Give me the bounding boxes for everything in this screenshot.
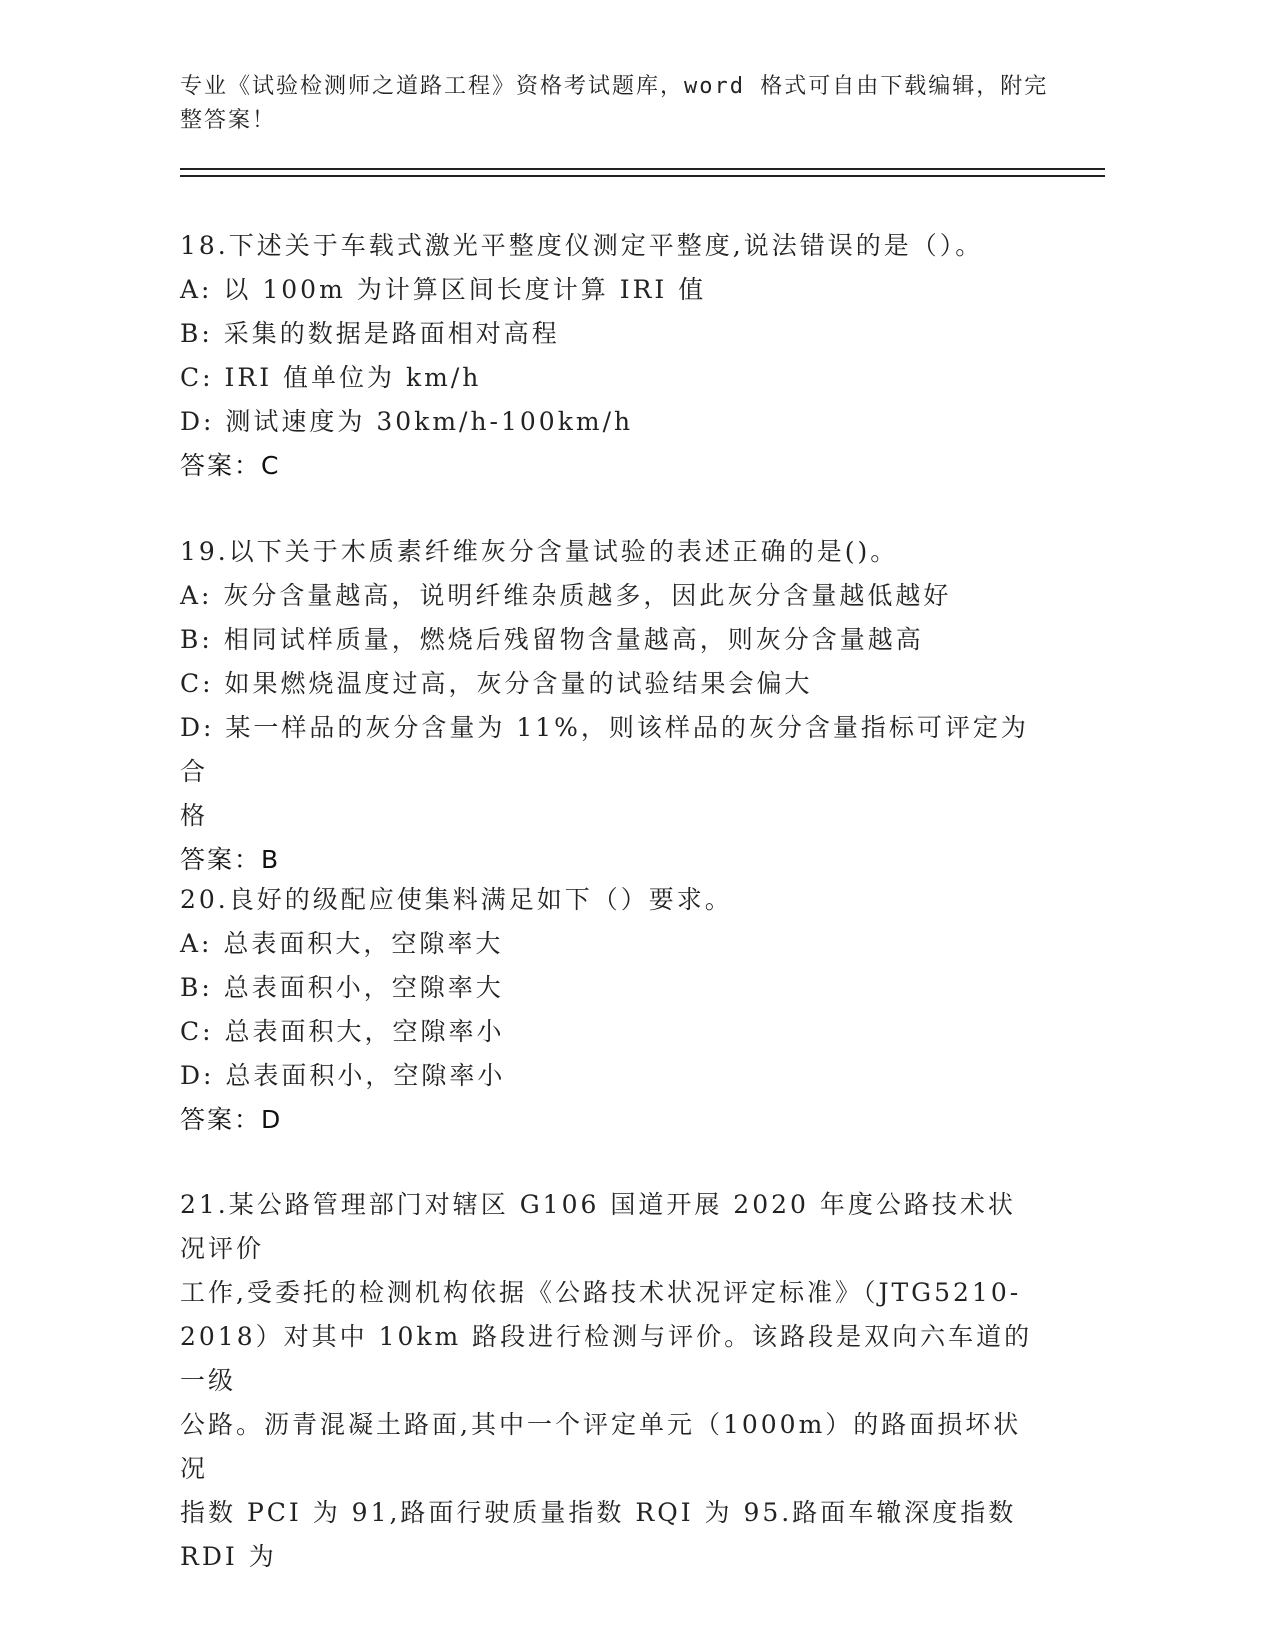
option-c: C: 如果燃烧温度过高，灰分含量的试验结果会偏大: [180, 669, 813, 698]
question-19: [180, 530, 1040, 882]
header-rule-top: [180, 168, 1105, 170]
option-c: C: IRI 值单位为 km/h: [180, 363, 482, 392]
question-21: [180, 1183, 1040, 1579]
header-line-2: 整答案！: [180, 108, 277, 133]
option-d: D: 测试速度为 30km/h-100km/h: [180, 407, 634, 436]
option-d-continued: 格: [180, 801, 209, 830]
question-stem: 20.良好的级配应使集料满足如下（）要求。: [180, 885, 733, 914]
question-stem-line-4: 公路。沥青混凝土路面,其中一个评定单元（1000m）的路面损坏状况: [180, 1410, 1022, 1483]
question-stem-line-3: 2018）对其中 10km 路段进行检测与评价。该路段是双向六车道的一级: [180, 1322, 1033, 1395]
question-18: [180, 224, 1040, 488]
option-a: A: 总表面积大，空隙率大: [180, 929, 504, 958]
option-c: C: 总表面积大，空隙率小: [180, 1017, 505, 1046]
header-rule-bottom: [180, 175, 1105, 177]
question-stem-line-1: 21.某公路管理部门对辖区 G106 国道开展 2020 年度公路技术状况评价: [180, 1190, 1016, 1263]
question-stem: 18.下述关于车载式激光平整度仪测定平整度,说法错误的是（）。: [180, 231, 984, 260]
answer-line: 答案：C: [180, 451, 281, 480]
answer-line: 答案：B: [180, 845, 281, 874]
option-a: A: 灰分含量越高，说明纤维杂质越多，因此灰分含量越低越好: [180, 581, 952, 610]
document-header: [180, 70, 1050, 138]
option-d: D: 某一样品的灰分含量为 11%，则该样品的灰分含量指标可评定为合: [180, 713, 1029, 786]
header-line-1: 专业《试验检测师之道路工程》资格考试题库，word 格式可自由下载编辑，附完: [180, 74, 1049, 99]
question-stem-line-2: 工作,受委托的检测机构依据《公路技术状况评定标准》（JTG5210-: [180, 1278, 1022, 1307]
option-d: D: 总表面积小，空隙率小: [180, 1061, 506, 1090]
option-b: B: 采集的数据是路面相对高程: [180, 319, 560, 348]
option-b: B: 总表面积小，空隙率大: [180, 973, 504, 1002]
question-stem-line-5: 指数 PCI 为 91,路面行驶质量指数 RQI 为 95.路面车辙深度指数 RDI 为: [180, 1498, 1017, 1571]
option-a: A: 以 100m 为计算区间长度计算 IRI 值: [180, 275, 707, 304]
answer-line: 答案：D: [180, 1105, 283, 1134]
option-b: B: 相同试样质量，燃烧后残留物含量越高，则灰分含量越高: [180, 625, 924, 654]
question-20: [180, 878, 1040, 1142]
question-stem: 19.以下关于木质素纤维灰分含量试验的表述正确的是()。: [180, 537, 899, 566]
